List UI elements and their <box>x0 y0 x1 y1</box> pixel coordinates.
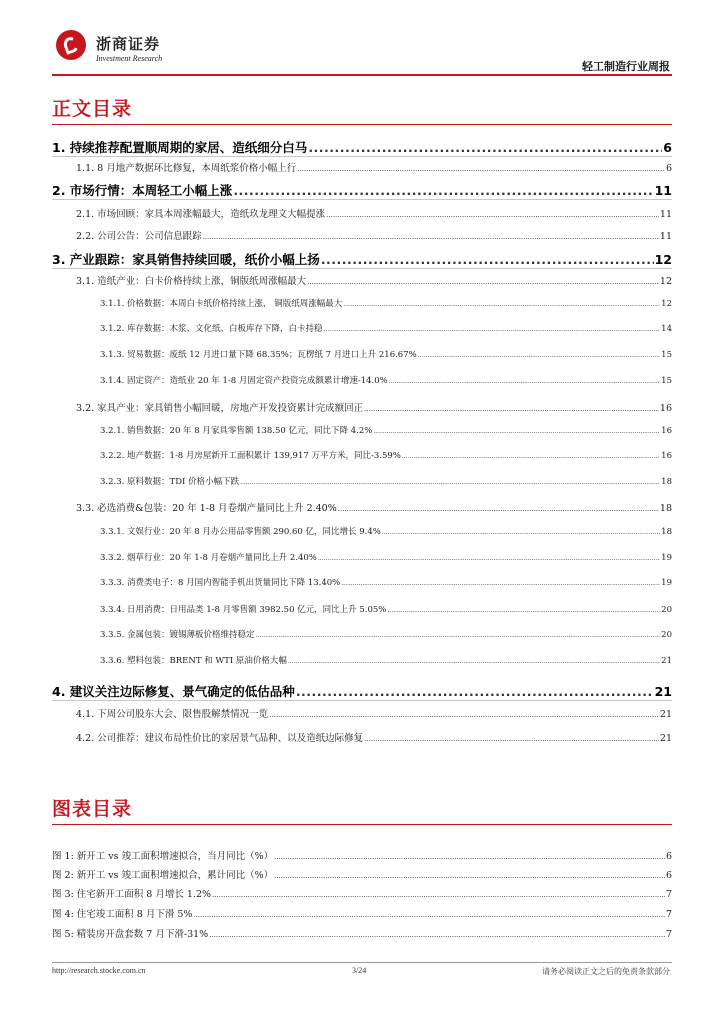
toc-leader-dots <box>364 735 659 743</box>
toc-entry-page: 21 <box>659 733 672 744</box>
figure-entry-page: 7 <box>665 889 672 900</box>
figure-leader-dots <box>193 911 664 919</box>
toc-entry-page: 15 <box>661 376 672 386</box>
toc-entry-text: 3.3.6. 塑料包装：BRENT 和 WTI 原油价格大幅 <box>100 656 287 666</box>
toc-entry-page: 18 <box>661 477 672 487</box>
toc-entry-page: 19 <box>661 578 672 588</box>
toc-entry-page: 11 <box>659 209 672 220</box>
toc-entry-text: 3.1.2. 库存数据：木浆、文化纸、白板库存下降，白卡持稳 <box>100 324 323 334</box>
toc-entry-page: 16 <box>661 451 672 461</box>
toc-leader-dots <box>418 352 660 359</box>
toc-entry-level-2[interactable] <box>76 400 672 414</box>
toc-leader-dots <box>387 607 660 614</box>
toc-entry-level-2[interactable] <box>76 500 672 514</box>
toc-entry-level-3[interactable] <box>100 654 672 666</box>
toc-leader-dots <box>233 183 653 198</box>
toc-level1-separator <box>52 199 672 200</box>
toc-entry-level-3[interactable] <box>100 348 672 360</box>
toc-entry-text: 3.3.1. 文娱行业：20 年 8 月办公用品零售额 290.60 亿，同比增长 9.4% <box>100 527 381 537</box>
toc-entry-level-1[interactable] <box>52 138 672 156</box>
toc-leader-dots <box>297 165 665 173</box>
toc-leader-dots <box>203 233 659 241</box>
toc-entry-text: 2.2. 公司公告：公司信息跟踪 <box>76 231 202 242</box>
toc-entry-page: 19 <box>661 553 672 563</box>
toc-entry-level-3[interactable] <box>100 374 672 386</box>
toc-entry-level-2[interactable] <box>76 206 672 220</box>
toc-entry-level-2[interactable] <box>76 730 672 744</box>
figure-leader-dots <box>274 872 665 880</box>
toc-entry-text: 3.3.4. 日用消费：日用品类 1-8 月零售额 3982.50 亿元，同比上升 5.05% <box>100 605 387 615</box>
figure-entry[interactable] <box>52 926 672 940</box>
toc-leader-dots <box>256 632 661 639</box>
toc-entry-level-3[interactable] <box>100 449 672 461</box>
toc-entry-level-2[interactable] <box>76 273 672 287</box>
page-number: 3/24 <box>352 966 367 975</box>
toc-entry-text: 3.2.1. 销售数据：20 年 8 月家具零售额 138.50 亿元，同比下降 4.2% <box>100 426 373 436</box>
figures-title-divider <box>52 824 672 825</box>
report-type: 轻工制造行业周报 <box>582 60 670 73</box>
toc-entry-text: 3.1. 造纸产业：白卡价格持续上涨，铜版纸周涨幅最大 <box>76 276 307 287</box>
figure-entry[interactable] <box>52 906 672 920</box>
toc-entry-level-2[interactable] <box>76 228 672 242</box>
toc-leader-dots <box>343 301 660 308</box>
toc-leader-dots <box>240 479 660 486</box>
toc-level1-separator <box>52 156 672 157</box>
header-divider <box>52 74 672 76</box>
toc-entry-level-3[interactable] <box>100 628 672 640</box>
toc-entry-text: 1. 持续推荐配置顺周期的家居、造纸细分白马 <box>52 140 308 155</box>
figure-entry-page: 7 <box>665 929 672 940</box>
toc-entry-page: 11 <box>659 231 672 242</box>
toc-entry-text: 2. 市场行情：本周轻工小幅上涨 <box>52 183 233 198</box>
toc-entry-text: 3.3.2. 烟草行业：20 年 1-8 月卷烟产量同比上升 2.40% <box>100 553 317 563</box>
toc-entry-level-3[interactable] <box>100 603 672 615</box>
figure-entry-page: 6 <box>665 870 672 881</box>
figure-leader-dots <box>212 891 665 899</box>
figure-leader-dots <box>209 931 665 939</box>
toc-leader-dots <box>402 453 660 460</box>
toc-leader-dots <box>364 405 659 413</box>
figure-leader-dots <box>274 853 665 861</box>
brand-name-cn: 浙商证券 <box>96 35 161 53</box>
toc-entry-level-2[interactable] <box>76 160 672 174</box>
toc-entry-page: 6 <box>663 140 672 155</box>
figure-entry-text: 图 3: 住宅新开工面积 8 月增长 1.2% <box>52 889 212 900</box>
figures-title: 图表目录 <box>52 798 133 820</box>
toc-entry-text: 4. 建议关注边际修复、景气确定的低估品种 <box>52 684 295 699</box>
toc-entry-page: 16 <box>659 403 672 414</box>
toc-entry-level-3[interactable] <box>100 576 672 588</box>
toc-title-divider <box>52 124 672 125</box>
toc-entry-page: 20 <box>661 605 672 615</box>
toc-leader-dots <box>389 378 660 385</box>
brand-logo-icon <box>56 30 86 60</box>
toc-leader-dots <box>373 428 660 435</box>
toc-entry-page: 20 <box>661 630 672 640</box>
toc-leader-dots <box>326 211 659 219</box>
toc-entry-text: 3.1.4. 固定资产：造纸业 20 年 1-8 月固定资产投资完成额累计增速-14.0% <box>100 376 388 386</box>
figure-entry[interactable] <box>52 867 672 881</box>
toc-entry-level-1[interactable] <box>52 181 672 199</box>
toc-entry-page: 15 <box>661 350 672 360</box>
toc-entry-page: 16 <box>661 426 672 436</box>
toc-entry-text: 3. 产业跟踪：家具销售持续回暖，纸价小幅上扬 <box>52 252 320 267</box>
toc-entry-level-3[interactable] <box>100 525 672 537</box>
toc-entry-level-3[interactable] <box>100 475 672 487</box>
toc-entry-text: 4.2. 公司推荐：建议布局性价比的家居景气品种、以及造纸边际修复 <box>76 733 364 744</box>
toc-entry-page: 18 <box>659 503 672 514</box>
toc-leader-dots <box>341 580 660 587</box>
toc-leader-dots <box>296 684 654 699</box>
figure-entry-page: 6 <box>665 851 672 862</box>
toc-entry-text: 3.2.3. 原料数据：TDI 价格小幅下跌 <box>100 477 240 487</box>
toc-entry-level-3[interactable] <box>100 297 672 309</box>
toc-entry-page: 21 <box>654 684 672 699</box>
toc-entry-text: 3.1.3. 贸易数据：废纸 12 月进口量下降 68.35%；瓦楞纸 7 月进口上升 216.67% <box>100 350 417 360</box>
figure-entry-page: 7 <box>665 909 672 920</box>
toc-entry-text: 3.1.1. 价格数据：本周白卡纸价格持续上涨， 铜版纸周涨幅最大 <box>100 299 343 309</box>
figure-entry[interactable] <box>52 848 672 862</box>
toc-entry-page: 6 <box>665 163 672 174</box>
toc-entry-level-3[interactable] <box>100 551 672 563</box>
footer-disclaimer: 请务必阅读正文之后的免责条款部分 <box>542 967 670 976</box>
toc-entry-page: 11 <box>654 183 672 198</box>
figure-entry-text: 图 1: 新开工 vs 竣工面积增速拟合，当月同比（%） <box>52 851 274 862</box>
toc-entry-text: 2.1. 市场回顾：家具本周涨幅最大，造纸玖龙理文大幅提涨 <box>76 209 326 220</box>
toc-entry-text: 3.3. 必选消费&包装：20 年 1-8 月卷烟产量同比上升 2.40% <box>76 503 337 514</box>
toc-entry-page: 12 <box>654 252 672 267</box>
figure-entry-text: 图 5: 精装房开盘套数 7 月下滑-31% <box>52 929 209 940</box>
toc-level1-separator <box>52 700 672 701</box>
toc-entry-page: 12 <box>661 299 672 309</box>
toc-entry-level-3[interactable] <box>100 322 672 334</box>
toc-entry-page: 18 <box>661 527 672 537</box>
toc-entry-page: 21 <box>659 709 672 720</box>
toc-leader-dots <box>307 278 659 286</box>
toc-entry-page: 14 <box>661 324 672 334</box>
toc-leader-dots <box>321 252 654 267</box>
toc-leader-dots <box>269 711 659 719</box>
toc-leader-dots <box>308 140 662 155</box>
figure-entry[interactable] <box>52 886 672 900</box>
toc-entry-text: 3.2. 家具产业：家具销售小幅回暖，房地产开发投资累计完成额回正 <box>76 403 364 414</box>
toc-leader-dots <box>382 529 660 536</box>
toc-title: 正文目录 <box>52 98 133 120</box>
toc-entry-level-3[interactable] <box>100 424 672 436</box>
toc-entry-level-1[interactable] <box>52 250 672 268</box>
footer-url[interactable]: http://research.stocke.com.cn <box>52 966 146 975</box>
toc-entry-text: 1.1. 8 月地产数据环比修复，本周纸浆价格小幅上行 <box>76 163 297 174</box>
toc-level1-separator <box>52 268 672 269</box>
toc-entry-text: 3.3.5. 金属包装：镀锡薄板价格维持稳定 <box>100 630 255 640</box>
toc-leader-dots <box>288 658 660 665</box>
toc-leader-dots <box>324 326 661 333</box>
figure-entry-text: 图 4: 住宅竣工面积 8 月下滑 5% <box>52 909 193 920</box>
brand-name-en: Investment Research <box>96 54 163 63</box>
toc-entry-text: 4.1. 下周公司股东大会、限售股解禁情况一览 <box>76 709 269 720</box>
toc-entry-level-1[interactable] <box>52 682 672 700</box>
figure-entry-text: 图 2: 新开工 vs 竣工面积增速拟合，累计同比（%） <box>52 870 274 881</box>
toc-entry-text: 3.2.2. 地产数据：1-8 月房屋新开工面积累计 139,917 万平方米，同比-3.59% <box>100 451 401 461</box>
toc-entry-text: 3.3.3. 消费类电子：8 月国内智能手机出货量同比下降 13.40% <box>100 578 341 588</box>
toc-leader-dots <box>338 505 659 513</box>
footer-divider <box>52 962 672 963</box>
toc-entry-level-2[interactable] <box>76 706 672 720</box>
toc-entry-page: 21 <box>661 656 672 666</box>
toc-entry-page: 12 <box>659 276 672 287</box>
toc-leader-dots <box>318 555 660 562</box>
